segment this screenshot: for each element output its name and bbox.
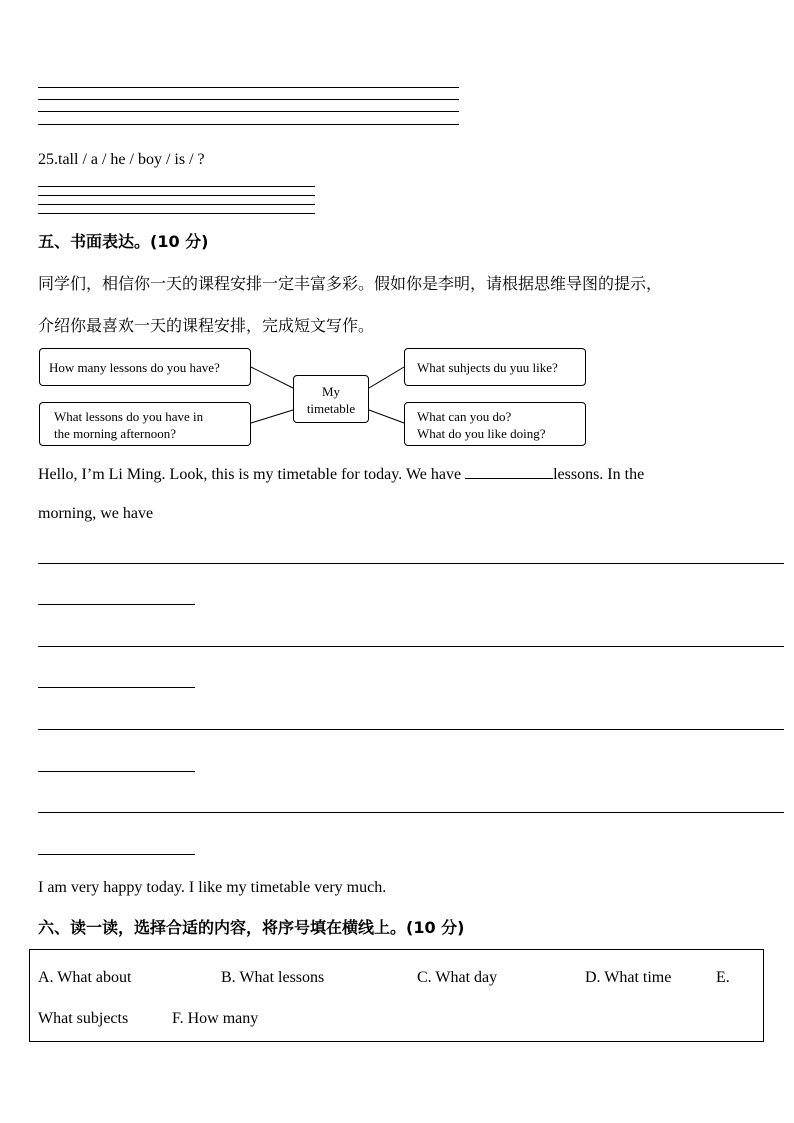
option-f: F. How many — [172, 1010, 259, 1027]
writing-line[interactable] — [38, 646, 784, 647]
section-5-instruction-2: 介绍你最喜欢一天的课程安排，完成短文写作。 — [38, 316, 375, 335]
options-box — [29, 949, 764, 1042]
mindmap-left-top-text: How many lessons do you have? — [49, 360, 220, 375]
option-e-text: What subjects — [38, 1010, 129, 1027]
option-e-label: E. — [716, 969, 730, 986]
mindmap-right-top — [404, 348, 586, 386]
section-6-title: 六、读一读，选择合适的内容，将序号填在横线上。(10 分) — [38, 918, 465, 937]
section-5-title: 五、书面表达。(10 分) — [38, 232, 209, 251]
writing-line[interactable] — [38, 812, 784, 813]
writing-line[interactable] — [38, 729, 784, 730]
mindmap-right-bottom — [404, 402, 586, 446]
essay-start-b: lessons. In the — [553, 466, 645, 483]
essay-start-a: Hello, I’m Li Ming. Look, this is my timetable for today. We have — [38, 466, 466, 483]
mindmap-left-top — [39, 348, 251, 386]
writing-line-short[interactable] — [38, 604, 195, 605]
option-c: C. What day — [417, 969, 498, 986]
mindmap-center — [293, 375, 369, 423]
mindmap-left-bottom-line1: What lessons do you have in — [54, 409, 204, 424]
section-5-instruction-1: 同学们，相信你一天的课程安排一定丰富多彩。假如你是李明，请根据思维导图的提示， — [38, 274, 663, 293]
essay-end: I am very happy today. I like my timetable very much. — [38, 879, 387, 896]
writing-line-short[interactable] — [38, 854, 195, 855]
option-a: A. What about — [38, 969, 132, 986]
essay-line-1 — [38, 462, 644, 485]
question-25: 25.tall / a / he / boy / is / ? — [38, 151, 205, 168]
mindmap-center-line1: My — [321, 384, 341, 399]
option-d: D. What time — [585, 969, 672, 986]
option-b: B. What lessons — [221, 969, 325, 986]
mindmap-right-top-text: What suhjects du yuu like? — [417, 360, 558, 375]
mindmap-right-bottom-line1: What can you do? — [417, 409, 512, 424]
lessons-count-blank[interactable] — [465, 462, 553, 479]
writing-line-short[interactable] — [38, 771, 195, 772]
mindmap-right-bottom-line2: What do you like doing? — [417, 426, 546, 441]
essay-line-2: morning, we have — [38, 505, 154, 522]
writing-line[interactable] — [38, 563, 784, 564]
mindmap-center-line2: timetable — [306, 401, 356, 416]
mindmap-left-bottom-line2: the morning afternoon? — [54, 426, 177, 441]
mindmap-left-bottom — [39, 402, 251, 446]
writing-line-short[interactable] — [38, 687, 195, 688]
